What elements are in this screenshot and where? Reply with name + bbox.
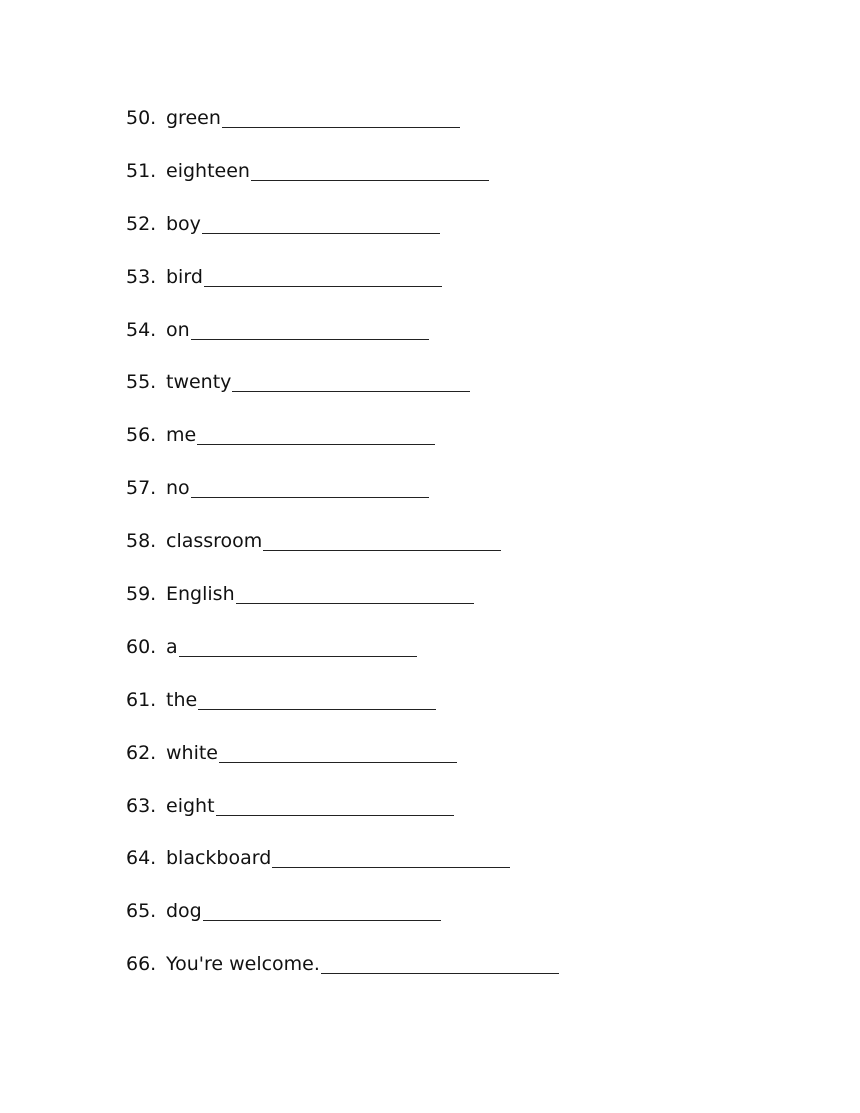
item-number: 58. [126, 530, 157, 553]
item-number: 62. [126, 741, 157, 764]
item-number: 53. [126, 265, 157, 288]
answer-blank[interactable] [191, 474, 429, 498]
list-item [126, 527, 559, 580]
item-number: 63. [126, 794, 157, 817]
answer-blank[interactable] [197, 421, 435, 445]
item-word: bird [166, 265, 203, 288]
list-item [126, 897, 559, 950]
item-word: blackboard [166, 847, 272, 870]
item-number: 51. [126, 159, 157, 182]
list-item [126, 474, 559, 527]
item-number: 57. [126, 477, 157, 500]
item-number: 56. [126, 424, 157, 447]
item-word: boy [166, 212, 201, 235]
list-item [126, 368, 559, 421]
item-number: 60. [126, 635, 157, 658]
answer-blank[interactable] [321, 950, 559, 974]
item-word: no [166, 477, 190, 500]
list-item [126, 844, 559, 897]
list-item [126, 210, 559, 263]
item-number: 61. [126, 688, 157, 711]
answer-blank[interactable] [191, 316, 429, 340]
item-word: dog [166, 900, 202, 923]
item-word: on [166, 318, 190, 341]
list-item [126, 792, 559, 845]
answer-blank[interactable] [222, 104, 460, 128]
list-item [126, 950, 559, 1003]
item-word: green [166, 107, 221, 129]
list-item [126, 263, 559, 316]
answer-blank[interactable] [202, 210, 440, 234]
item-number: 55. [126, 371, 157, 394]
answer-blank[interactable] [204, 263, 442, 287]
list-item [126, 580, 559, 633]
answer-blank[interactable] [179, 633, 417, 657]
answer-blank[interactable] [216, 792, 454, 816]
answer-blank[interactable] [236, 580, 474, 604]
answer-blank[interactable] [219, 739, 457, 763]
item-word: eight [166, 794, 215, 817]
item-number: 65. [126, 900, 157, 923]
answer-blank[interactable] [232, 368, 470, 392]
answer-blank[interactable] [198, 686, 436, 710]
list-item [126, 739, 559, 792]
item-word: twenty [166, 371, 232, 394]
list-item [126, 421, 559, 474]
item-word: me [166, 424, 197, 447]
list-item [126, 104, 559, 157]
item-word: English [166, 583, 235, 606]
answer-blank[interactable] [263, 527, 501, 551]
item-word: white [166, 741, 218, 764]
item-word: classroom [166, 530, 263, 553]
item-word: a [166, 635, 178, 658]
item-number: 54. [126, 318, 157, 341]
item-word: the [166, 688, 198, 711]
item-word: You're welcome. [166, 953, 320, 976]
list-item [126, 316, 559, 369]
item-number: 52. [126, 212, 157, 235]
answer-blank[interactable] [272, 844, 510, 868]
list-item [126, 157, 559, 210]
vocabulary-list [126, 104, 559, 1003]
answer-blank[interactable] [251, 157, 489, 181]
item-word: eighteen [166, 159, 250, 182]
item-number: 66. [126, 953, 157, 976]
item-number: 64. [126, 847, 157, 870]
answer-blank[interactable] [203, 897, 441, 921]
list-item [126, 633, 559, 686]
item-number: 59. [126, 583, 157, 606]
list-item [126, 686, 559, 739]
item-number: 50. [126, 107, 157, 129]
